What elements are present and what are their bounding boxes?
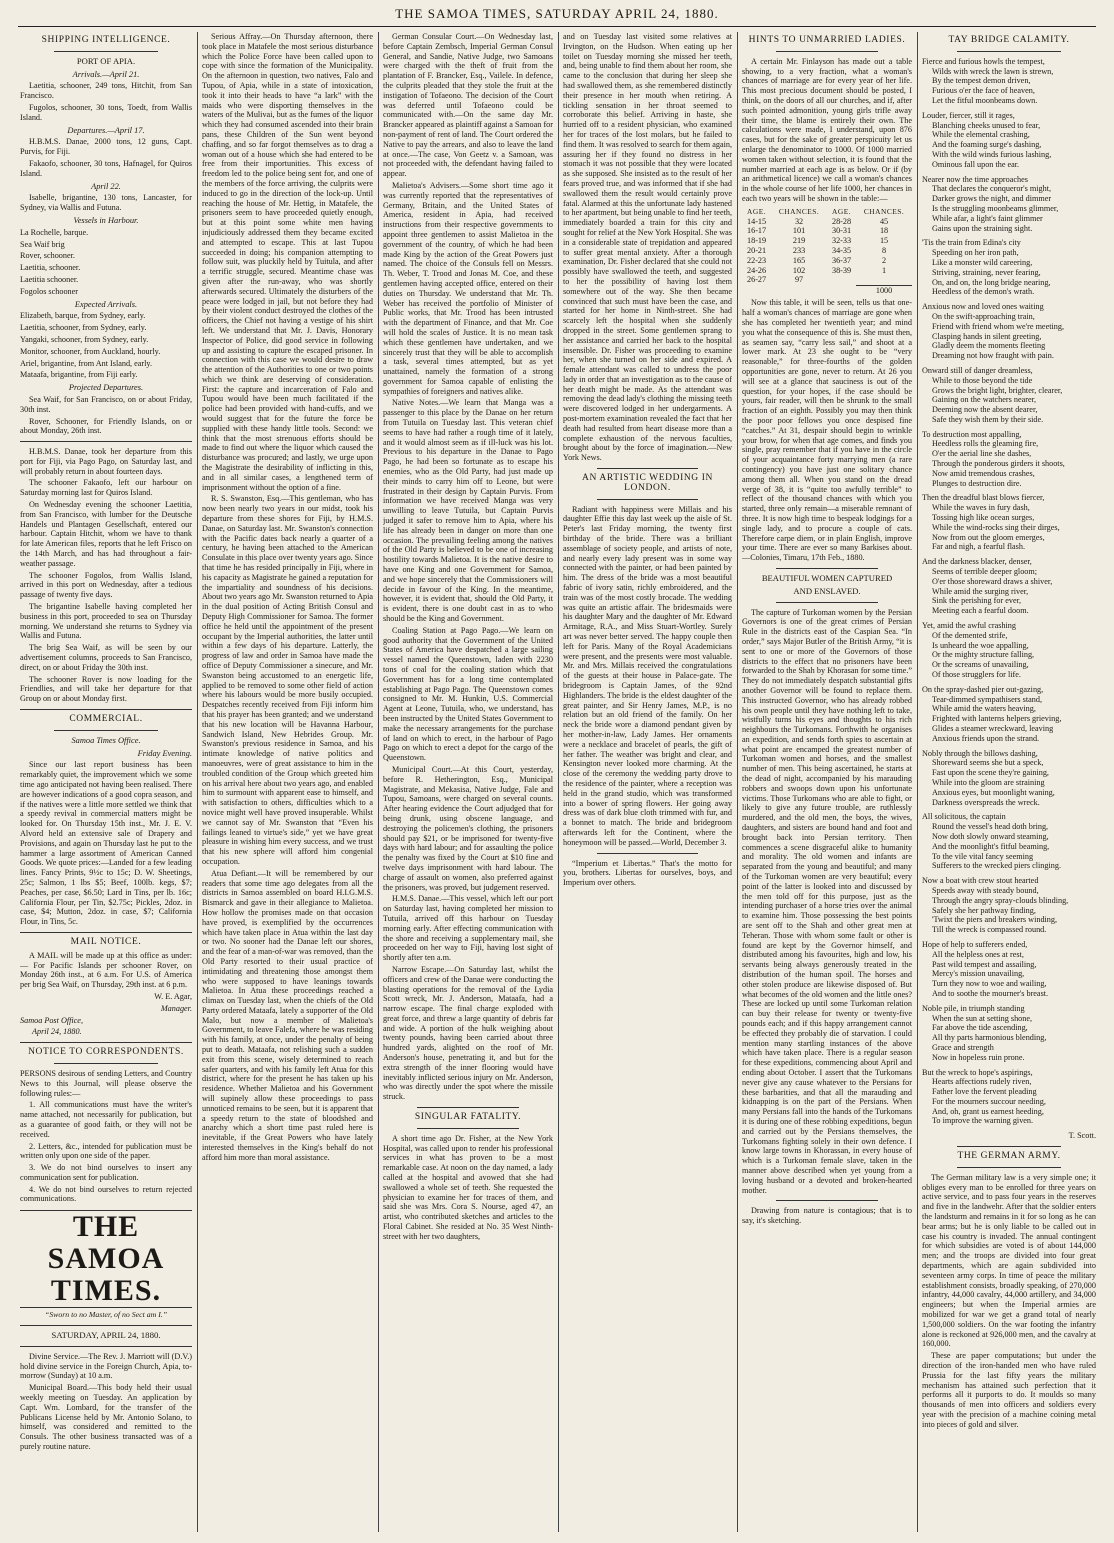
- poem-line: Now doth slowly onward steaming,: [932, 831, 1049, 841]
- table-cell: 1: [882, 265, 887, 275]
- poem-line: Of the demented strife,: [932, 630, 1008, 640]
- poem-line: Turn they now to woe and wailing,: [932, 979, 1047, 989]
- poem-line: But the wreck to hope's aspirings,: [922, 1067, 1033, 1077]
- wedding-para: Radiant with happiness were Millais and his daughter Effie this day last week up the aisle of St. Peter's last Friday morning, the twenty first birthday of the bride. There was a brilliant assemblage of society people, and artists of note, and nearly every lady present was in some way connected with the painter, or had been painted by him. The dress of the bride was a most beautiful fabric of ivory satin, richly embroidered, and the train was of the most costly brocade. The wedding was quite an artistic affair. The bridesmaids were his daughter Mary and the daughter of Mr. Edward Armitage, R.A., and Miss Stuart-Wortley. Surely art was never better served. The happy couple then left for Paris. Many of the Royal Academicians were present, and the presents were most valuable. Mr. and Mrs. Millais received the congratulations of the guests at their house in Palace-gate. The bridegroom is Captain James, of the 92nd Highlanders. The bride is the eldest daughter of the great painter, and Sir Henry James, M.P., is no relation but an old friend of the family. On her neck the bride wore a diamond pendant given by her mother-in-law, Lady James. Her ornaments were a necklace and bracelet of pearls, the gift of her father. The weather was bright and clear, and Kensington never looked more charming. At the close of the ceremony the wedding party drove to the residence of the painter, where a reception was held in the grand studio, which was transformed into a bower of spring flowers. Her going away dress was of dark blue cloth trimmed with fur, and a bonnet to match. The bride and bridegroom afterwards left for the Continent, where the honeymoon will be passed.—World, December 3.: [563, 504, 732, 847]
- poem-stanza: [922, 238, 1096, 297]
- poem-line: Striving, straining, never fearing,: [932, 267, 1041, 277]
- poem-line: Darker grows the night, and dimmer: [932, 194, 1052, 204]
- poem-line: Fast upon the scene they're gaining,: [932, 768, 1049, 778]
- drawing-para: Drawing from nature is contagious; that is to say, it's sketching.: [742, 1206, 912, 1226]
- vessel-item: Laetitia, schooner.: [20, 263, 81, 273]
- poem-line: While afar, a light's faint glimmer: [932, 213, 1043, 223]
- table-row: [742, 246, 912, 256]
- poem-line: Now amid tremendous crashes,: [932, 468, 1035, 478]
- poem-line: Anxious now and loved ones waiting: [922, 302, 1044, 312]
- poem-line: Is the struggling moonbeams glimmer,: [932, 203, 1059, 213]
- poem-line: On the swift-approaching train,: [932, 311, 1035, 321]
- table-cell: 14-15: [747, 216, 767, 226]
- poem-line: Glides a steamer wreckward, leaving: [932, 724, 1054, 733]
- poem-line: With the wild winds furious lashing,: [932, 149, 1052, 159]
- poem-line: Now a boat with crew stout hearted: [922, 876, 1039, 886]
- poem-line: While amid the waters heaving,: [932, 704, 1036, 714]
- projected-item: Sea Waif, for San Francisco, on or about Friday, 30th inst.: [20, 394, 192, 414]
- divider: [957, 1167, 1061, 1168]
- hints-title: HINTS TO UNMARRIED LADIES.: [748, 35, 906, 45]
- paper-title: THE SAMOA TIMES.: [20, 1210, 192, 1308]
- table-row: [742, 217, 912, 227]
- shipping-para: The schooner Fakaofo, left our harbour on Saturday morning last for Quiros Island.: [20, 478, 192, 498]
- poem-line: Speeding on her iron path,: [932, 248, 1019, 258]
- article-serious-affray: Serious Affray.—On Thursday afternoon, there took place in Matafele the most serious disturbance which the Police Force have been called upon to cope with since the formation of the Municipality. On the afternoon in question, two natives, Falo and Tupou, of Apia, while in a state of intoxication, took it into their heads to have “a lark” with the maids who were disporting themselves in the waters of the Mulivai, but as the fumes of the liquor which they had consumed ascended into their brain pans, these Children of the Sun went beyond chaffing, and so far forgot themselves as to drag a woman out of a house which she had entered to be free from their importunities. This excess of freedom led to the police being sent for, and one of the members of the force arriving, the culprits were induced to go in the direction of the lock-up. Until reaching the house of Mr. Hettig, in Matafele, the prisoners seem to have proceeded quietly enough, but at this point some white men having injudiciously addressed them they became excited and attempted to escape. This at last Tupou succeeded in doing; his companion attempting to follow suit, was pluckily held by Tuitula, and after a terrific struggle, secured. Meantime chase was given after the run-away, who was shortly afterwards secured. Ultimately the disturbers of the peace were lodged in jail, but not before they had by their violent conduct destroyed the clothes of the officers, the Chief not having a vestige of his shirt left. We understand that Mr. J. Davis, Honorary Inspector of Police, did good service in following up and assisting to capture the escaped prisoner. In connection with this case we would desire to draw the attention of the Authorities to one or two points which we think are deserving of consideration. First: the capture and incarceration of Falo and Tupou would have been much facilitated if the police had been provided with hand-cuffs, and we would suggest that for the future the force be supplied with these handy little tools. Second: we think that the most strenuous efforts should be made to find out where the liquor which caused the disturbance was procured; and lastly, we urge upon the Magistrate the desirability of inflicting in this, and in all similar cases, a lengthened term of imprisonment without the option of a fine.: [202, 32, 373, 492]
- poem-stanza: [922, 621, 1096, 680]
- table-header: AGE.: [747, 206, 767, 216]
- shipping-para: H.B.M.S. Danae, took her departure from this port for Fiji, via Pago Pago, on Saturday last, and will probably return in about fourteen days.: [20, 447, 192, 476]
- poem-line: All solicitous, the captain: [922, 812, 1006, 822]
- poem-stanza: [922, 685, 1096, 744]
- column-rule: [558, 32, 559, 1532]
- divider: [776, 568, 878, 569]
- poem-line: Gaining on the watchers nearer,: [932, 395, 1037, 405]
- column-rule: [737, 32, 738, 1532]
- divider: [776, 51, 878, 52]
- expected-item: Monitor, schooner, from Auckland, hourly.: [20, 346, 161, 356]
- divider: [957, 1146, 1061, 1147]
- table-cell: 101: [792, 226, 806, 236]
- tay-title: TAY BRIDGE CALAMITY.: [948, 35, 1070, 45]
- german-para: These are paper computations; but under the direction of the iron-handed men who have ruled Prussia for the last fifty years the military mechanism has attained such perfection that it performs all it purports to do. It moulds so many thousands of men into officers and soldiers every year with the precision of a machine coining metal into pieces of gold and silver.: [922, 1351, 1096, 1429]
- poem-line: Tear-dimmed sympathisers stand,: [932, 694, 1042, 704]
- poem-line: Round the vessel's head doth bring,: [932, 822, 1049, 832]
- vessel-item: La Rochelle, barque.: [20, 227, 89, 237]
- poem-line: Through the angry spray-clouds blinding,: [932, 895, 1069, 905]
- column-2: [202, 32, 373, 1532]
- shipping-para: The schooner Rover is now loading for the Friendlies, and will take her departure for that Group on or about Monday first.: [20, 674, 192, 704]
- poem-line: Nobly through the billows dashing,: [922, 748, 1038, 758]
- masthead-rule: [18, 26, 1096, 27]
- poem-stanza: [922, 749, 1096, 808]
- poem-line: Gains upon the straining sight.: [932, 223, 1033, 233]
- singular-continued: and on Tuesday last visited some relatives at Irvington, on the Hudson. When eating up her toilet on Tuesday morning she missed her teeth, and, being unable to find them about her room, she came to the conclusion that during her sleep she had swallowed them, as she remembered distinctly their presence in her mouth when retiring. A tickling sensation in her throat seemed to corroborate this belief. Arriving in haste, she hurried off to a resident physician, who examined her for traces of the lost molars, but he failed to find them. It was resolved to search for them again, assuring her if they found no distress in her stomach it was not possible that they were located as she supposed. She insisted as to the result of her fears proved true, and was informed that if she had swallowed them the result would certainly prove fatal. Alarmed at this the unfortunate lady hastened to her apartment, but being unable to find her teeth, immediately boarded a train for this city and sought for relief at the New York Hospital. She was in a considerable state of trepidation and appeared to suffer great mental anxiety. After a thorough examination, Dr. Fisher declared that she could not possibly have swallowed the teeth, and suggested to her the possibility of having lost them somewhere out of the way. She then became convinced that such must have been the case, and started for her home in Ninth-street. She had scarcely left the hospital when she suddenly dropped in the street. Some gentlemen sprang to her assistance and carried her back to the hospital insensible. Dr. Fisher was proceeding to examine her, when she turned on her side and expired. A female attendant was called to undress the poor lady in order that an investigation as to the cause of her death might be made. As the attendant was removing the dead lady's clothing the missing teeth were discovered lodged in her undergarments. A post-mortem examination revealed the fact that her death had resulted from heart disease more than a complete exhaustion of the nervous faculties, brought about by the force of imagination.—New York News.: [563, 32, 732, 463]
- poem-line: And, oh, grant us earnest heeding,: [932, 1106, 1044, 1116]
- column-5: [742, 32, 912, 1532]
- table-cell: 30-31: [831, 226, 852, 236]
- shipping-para: The schooner Fogolos, from Wallis Island, arrived in this port on Wednesday, after a tedious passage of twenty five days.: [20, 570, 192, 600]
- poem-stanza: [922, 57, 1096, 106]
- article-swanston: R. S. Swanston, Esq.—This gentleman, who has now been nearly two years in our midst, took his departure from these shores for Fiji, by H.M.S. Danae, on Saturday last. Mr. Swanston's connection with the Pacific dates back nearly a quarter of a century, he having been attached to the American Consulate in this place over twenty years ago. Since that time he has resided principally in Fiji, where in his capacity as Magistrate he gained a reputation for the impartiality and soundness of his decisions. About two years ago Mr. Swanston returned to Apia in the dual position of Acting British Consul and Deputy High Commissioner for Samoa. The former office he held until the appointment of the present occupant by the Imperial authorities, the latter until within a few days of his departure. Latterly, the progress of law and order in Samoa have made the office of Deputy Commissioner a sinecure, and Mr. Swanston being accustomed to an energetic life, applied to be removed to some other field of action where his labours would be more busily occupied. Despatches recently received from Fiji inform him that his prayer has been granted; and we understand that his new location will be Havanna Harbour, Sandwich Island, New Hebrides Group. Mr. Swanston's previous residence in Samoa, and his intimate knowledge of native politics and manoeuvres, were of great assistance to him in the troubled condition of the Group which greeted him on his arrival here about two years ago, and enabled him to surmount with apparent ease to himself, and with satisfaction to others, difficulties which to a novice might well have proved insuperable. Whilst we cannot say of Mr. Swanston that “Even his failings leaned to virtue's side,” yet we have great pleasure in wishing him every success, and we trust that his new sphere will afford him congenial occupation.: [202, 494, 373, 866]
- poem-line: Past wild tempest and assailing,: [932, 959, 1037, 969]
- beautiful-title: AND ENSLAVED.: [793, 585, 861, 596]
- vessel-item: Laetitia schooner.: [20, 274, 79, 284]
- commercial-para: Since our last report business has been remarkably quiet, the improvement which we some time ago anticipated not having been realised. There are however indications of a good copra season, and if the natives were a little more settled we think that a speedy revival in commercial matters might be looked for. On Thursday 15th inst., Mr. J. E. V. Alvord held an extensive sale of Drapery and Provisions, and again on Thursday last he put to the hammer a large assortment of American Canned Goods. We quote prices:—Landed for a few leading lines. Fancy Prints, 9½c to 15c; D. W. Sheetings, 25c; Salmon, 1 lbs $5; Beef, 100lb. kegs, $7; Peaches, per case, $6.50; Lard in Tins, per lb. 16c; California Flour, per Tin, $2.75c; Pickles, 2doz. in case, $4; Mutton, 2doz. in case, $7; California Flour, in Tins, 5c.: [20, 760, 192, 927]
- poem-line: Now in hopeless ruin prone.: [932, 1052, 1025, 1062]
- poem-line: Far above the tide ascending,: [932, 1023, 1028, 1033]
- table-total: 1000: [856, 285, 912, 295]
- poem-line: When the sun at setting shone,: [932, 1013, 1033, 1023]
- expected-item: Elizabeth, barque, from Sydney, early.: [20, 311, 146, 321]
- poem-line: Deeming now the absent dearer,: [932, 405, 1038, 415]
- table-row: [742, 256, 912, 266]
- poem-line: And to soothe the mourner's breast.: [932, 988, 1049, 998]
- divider: [776, 602, 878, 603]
- divider: [957, 51, 1061, 52]
- column-rule: [197, 32, 198, 1532]
- table-cell: [771, 285, 827, 295]
- expected-item: Mataafa, brigantine, from Fiji early.: [20, 370, 138, 380]
- departure-item: H.B.M.S. Danae, 2000 tons, 12 guns, Capt. Purvis, for Fiji.: [20, 137, 192, 157]
- poem-line: Far and nigh, a fearful flash.: [932, 542, 1025, 552]
- table-cell: 18-19: [747, 236, 767, 246]
- column-1: [20, 32, 192, 1532]
- table-cell: 219: [792, 236, 806, 246]
- vessel-item: Sea Waif brig: [20, 239, 65, 249]
- german-para: The German military law is a very simple one; it obliges every man to be enrolled for three years on active service, and to pass four years in the reserves and five in the landwehr. After that the soldier enters the landsturm and remains in it for so long as he can bear arms; but he is only liable to be called out in case his country is invaded. The annual contingent for which subsidies are voted is of about 144,000 men; and the troops are divided into four great departments, which are again subdivided into seventeen army corps. In time of peace the military establishment consists, broadly speaking, of 270,000 infantry, 44,000 cavalry, 44,000 artillery, and 34,000 engineers; but when the Imperial armies are mobilized for war we get a grand total of nearly 1,500,000 soldiers. On the war footing the infantry alone is reckoned at 926,000 men, and the cavalry at 160,000.: [922, 1172, 1096, 1349]
- poem-line: Tossing high like ocean surges,: [932, 513, 1035, 523]
- poem-line: Then the dreadful blast blows fiercer,: [922, 493, 1045, 503]
- poem-line: Plunges to destruction dire.: [932, 478, 1022, 488]
- departures-date: April 22.: [91, 181, 121, 191]
- article-danae: H.M.S. Danae.—This vessel, which left our port on Saturday last, having completed her mission to Tutuila, arrived off this harbour on Tuesday morning early. After effecting communication with the shore and receiving a supplementary mail, she proceeded on her way to Fiji, having lost sight of shortly after ten a.m.: [383, 894, 553, 963]
- poem-stanza: [922, 175, 1096, 234]
- poem-stanza: [922, 1004, 1096, 1063]
- marriage-table: [742, 207, 912, 296]
- poem-line: And the darkness blacker, denser,: [922, 557, 1032, 567]
- shipping-para: The brigantine Isabelle having completed her business in this port, proceeded to sea on Thursday morning. We understand she returns to Sydney via Wallis and Futuna.: [20, 602, 192, 641]
- poem-line: While amid the surging river,: [932, 586, 1029, 596]
- poem-line: Fierce and furious howls the tempest,: [922, 56, 1045, 66]
- departure-item: Isabelle, brigantine, 130 tons, Lancaster, for Sydney, via Wallis and Futuna.: [20, 193, 192, 213]
- poem-stanza: [922, 302, 1096, 361]
- paper-motto: “Sworn to no Master, of no Sect am I.”: [44, 1310, 168, 1320]
- mail-title: MAIL NOTICE.: [70, 936, 142, 947]
- poem-line: Grows the bright light, brighter, clearer,: [932, 385, 1063, 395]
- poem-line: Till the wreck is compassed round.: [932, 925, 1047, 935]
- poem-line: Blanching cheeks unused to fear,: [932, 120, 1041, 130]
- projected-item: Rover, Schooner, for Friendly Islands, on or about Monday, 26th inst.: [20, 416, 192, 436]
- poem-line: Mercy's mission unavailing,: [932, 969, 1025, 979]
- table-cell: 26-27: [747, 275, 767, 285]
- table-cell: 102: [792, 265, 806, 275]
- divider: [20, 709, 192, 710]
- poem-line: For the mourners succour needing,: [932, 1096, 1046, 1106]
- departure-item: Fakaofo, schooner, 30 tons, Hafnagel, for Quiros Island.: [20, 158, 192, 178]
- article-consular-court: German Consular Court.—On Wednesday last, before Captain Zembsch, Imperial German Consul General, and Sandie, Native Judge, two Samoans were charged with the theft of fruit from the plantation of F. Brancker, Esq., Vailele. In defence, the culprits pleaded that they stole the fruit at the instigation of Tofaeono. The decision of the Court was deferred until Tofaeono could be communicated with.—On the same day Mr. Brancker appeared as plaintiff against a Samoan for non-payment of rent of land. The Court ordered the Native to pay the arrears, and also to leave the land at once.—The case, Von Geetz v. a Samoan, was not proceeded with, the defendant having failed to appear.: [383, 32, 553, 179]
- poem-line: Dreaming not how fraught with pain.: [932, 351, 1054, 361]
- poem-line: While the waves in fury dash,: [932, 503, 1030, 513]
- libertas-para: “Imperium et Libertas.” That's the motto for you, brothers. Libertas for ourselves, boys, and Imperium over others.: [563, 858, 732, 888]
- poem-line: Louder, fiercer, still it rages,: [922, 110, 1015, 120]
- municipal-board: Municipal Board.—This body held their usual weekly meeting on Tuesday. An application by Capt. Wm. Lombard, for the transfer of the Publicans License held by Mr. Antonio Solano, to himself, was considered and remitted to the Consuls. The other business transacted was of a purely routine nature.: [20, 1383, 192, 1452]
- poem-stanza: [922, 940, 1096, 999]
- article-municipal-court: Municipal Court.—At this Court, yesterday, before R. Hetherington, Esq., Municipal Magistrate, and Mekasisa, Native Judge, Fale and Tupou, Samoans, were charged on several counts. After hearing evidence the Court adjudged that for being drunk, using obscene language, and destroying the policemen's clothing, the prisoners should pay $21, or be imprisoned for twenty-five days with hard labour; and for assaulting the police the penalty was fixed by the Court at $10 fine and twelve days imprisonment with hard labour. The charge of assault on women, also preferred against the prisoners, was proved, but judgement reserved.: [383, 764, 553, 892]
- commercial-office: Samoa Times Office.: [71, 735, 141, 745]
- table-cell: 15: [879, 236, 889, 246]
- mail-sig-title: Manager.: [160, 1003, 192, 1013]
- expected-item: Laetitia, schooner, from Sydney, early.: [20, 323, 147, 333]
- poem-line: Or the mighty structure falling,: [932, 650, 1035, 660]
- table-cell: 20-21: [747, 245, 767, 255]
- table-cell: 165: [792, 255, 806, 265]
- table-row: [742, 236, 912, 246]
- divider: [20, 1042, 192, 1043]
- poem-line: Now from out the gloom emerges,: [932, 532, 1045, 542]
- poem: [922, 57, 1096, 1126]
- beautiful-para: The capture of Turkoman women by the Persian Governors is one of the great crimes of Persian Rule in the districts east of the Caspian Sea. “In order,” says Major Butler of the British Army, “it is sent to one or more of the Governors of those districts to the effect that no prisoners have been forwarded to the Shah by Khorasan for some time.” They do not immediately despatch substantial gifts another Governor will be found to replace them. This instructed Governor, who has already robbed his own people until they have nothing left to take, wistfully turns his eyes and thoughts to his rich neighbours the Turkomans. Forthwith he organises an expedition, and sends forth spies to ascertain at what point are encamped the greatest number of Turkoman women and horses, and the smallest number of men. This being ascertained, he starts at the dead of night, accompanied by his marauding robbers and swoops down upon his unfortunate victims. Those Turkomans who are able to fight, or likely to give any future trouble, are ruthlessly murdered, and the old men, the boys, the wives, daughters, and sisters are bound hand and foot and brought back into Persian territory. Then commences a scene disgraceful alike to humanity and morality. The old women and infants are separated from the young and beautiful; and many of the Turkoman women are very beautiful; every point of the latter is looked into and discussed by the men told off for this purpose, just as the intending purchaser of a horse tries over the animal to examine him. Those possessing the best points are sent off to the Shah and other great men at Teheran. Those with whom some fault or other is found are kept by the Governor himself, and distributed among his favourites, high and low, his servants being always generously treated in the distribution of the human spoil. The horses and other stolen produce are likewise disposed of. But what becomes of the old women and the little ones? These are locked up until some Turkoman relation can buy their release for twenty or twenty-five pounds each; and if this happy arrangement cannot be effected they probably die of starvation. I could mention many startling instances of the above which have taken place. There is a regular season for these expeditions, commencing about April and ending about October. I assert that the Turkomans never give any cause whatever to the Persians for these barbarities, and that all the marauding and kidnapping is on the part of the Persians. When many Persians fall into the hands of the Turkomans it is during one of these robbing expeditions, begun and carried out by the Persians themselves, the Turkomans fighting solely in their own defence. I know large towns in Khorassan, in every house of which is a Turkoman female slave, taken in the manner above described when yet young from a loving husband or a devoted and broken-hearted mother.: [742, 607, 912, 1195]
- divider: [54, 730, 157, 731]
- poem-line: Anxious eyes, but moonlight waning,: [932, 787, 1055, 797]
- table-cell: 8: [882, 245, 887, 255]
- poem-line: Grace and strength: [932, 1042, 994, 1052]
- german-title: THE GERMAN ARMY.: [957, 1151, 1061, 1162]
- poem-stanza: [922, 493, 1096, 552]
- poem-stanza: [922, 557, 1096, 616]
- poem-line: Heedless rolls the gleaming fire,: [932, 439, 1039, 449]
- notice-rule: 2. Letters, &c., intended for publication must be written only upon one side of the paper.: [20, 1141, 192, 1161]
- poem-line: To destruction most appalling,: [922, 429, 1022, 439]
- divider: [20, 1346, 192, 1347]
- table-cell: 28-28: [831, 216, 852, 226]
- poem-line: 'Twixt the piers and breakers winding,: [932, 915, 1058, 925]
- divider: [597, 853, 698, 854]
- mail-office: Samoa Post Office,: [20, 1015, 83, 1025]
- wedding-title: AN ARTISTIC WEDDING IN LONDON.: [582, 473, 713, 493]
- divider: [20, 932, 192, 933]
- poem-line: And the foaming surge's dashing,: [932, 140, 1042, 150]
- table-header-row: [742, 207, 912, 217]
- poem-stanza: [922, 1068, 1096, 1127]
- arrival-item: Laetitia, schooner, 249 tons, Hitchit, from San Francisco.: [20, 81, 192, 101]
- hints-para: Now this table, it will be seen, tells us that one-half a woman's chances of marriage are gone when she has completed her twentieth year; and mind you what the consequence of this is. She must then, as seamen say, “carry less sail,” and shoot at a lower mark. At 23 she ought to be “very reasonable,” for three-fourths of the golden opportunities are gone, never to return. At 26 you will see at a glance that sauciness is out of the question, for your hopes, if the case should be yours, fair reader, will then be shrunk to the small fraction of an eighth. Possibly you may then think the poor poor fellows you once despised fine “catches.” At 31, despair should begin to wrinkle your brow, for when that age comes, and finds you single, pray remember that if you have in the circle of your acquaintance forty marrying men (a rare contingency) you have just one solitary chance among them all. When you stand on the dread verge of 38, it is “quite too awfully terrible” to reflect of the thousand chances with which you started, three only remain—a miserable remnant of three. It is now high time to bespeak lodgings for a single lady, and to procure a couple of cats. Therefore carpe diem, or in plain English, improve your time. There are ever so many Barkises about.—Colonies, Timaru, 17th Feb., 1880.: [742, 298, 912, 563]
- poem-line: O'er those shoreward draws a shiver,: [932, 576, 1053, 586]
- table-cell: [827, 275, 856, 285]
- poem-line: Like a monster wild careering,: [932, 257, 1033, 267]
- column-3: [383, 32, 553, 1532]
- poem-line: While the wind-rocks sing their dirges,: [932, 522, 1060, 532]
- poem-line: All the helpless ones at rest,: [932, 949, 1024, 959]
- poem-line: To the vile vital fancy seeming: [932, 851, 1034, 861]
- notice-rule: 4. We do not bind ourselves to return rejected communications.: [20, 1184, 192, 1204]
- divine-service: Divine Service.—The Rev. J. Marriott will (D.V.) hold divine service in the Foreign Church, Apia, to-morrow (Sunday) at 10 a.m.: [20, 1351, 192, 1381]
- table-cell: 97: [794, 275, 804, 285]
- poem-line: Ominous fall upon the ear.: [932, 159, 1020, 169]
- column-rule: [378, 32, 379, 1532]
- poem-line: Seems of terrible deeper gloom;: [932, 567, 1038, 577]
- notice-title: NOTICE TO CORRESPONDENTS.: [28, 1047, 184, 1058]
- mail-date: April 24, 1880.: [32, 1027, 82, 1037]
- divider: [417, 1107, 519, 1108]
- table-cell: 45: [879, 216, 889, 226]
- article-native-notes: Native Notes.—We learn that Manga was a passenger to this place by the Danae on her return from Tutuila on Tuesday last. This veteran chief seems to have had rather a rough time of it lately, and it would almost seem as if ill-luck was his lot. Previous to his departure in the Danae to Pago Pago, he had been so fortunate as to escape his enemies, who as the Old Party, had just made up their minds to carry him off to Leone, but were frustrated in their design by Captain Purvis. From information we have received Manga was very unwilling to leave Tutuila, but Captain Purvis judged it safer to remove him to Apia, where his life has already been in danger on more than one occasion. The prevailing feeling among the natives of the Old Party is believed to be one of increasing hostility towards Malietoa. It is the native desire to have one King and one Government for Samoa, and we hope sincerely that the Commissioners will decide in favour of the King. In the meantime, however, it is evident that, should the Old Party, it is evident, there is one doubt cast in as to who should be the King and Government.: [383, 398, 553, 624]
- article-atua-defiant: Atua Defiant.—It will be remembered by our readers that some time ago delegates from all the districts in Samoa assembled on board H.I.G.M.S. Bismarck and gave in their allegiance to Malietoa. How hollow the promises made on that occasion have proved, is exemplified by the occurrences which have taken place in Atua within the last day or two. No sooner had the Danae left our shores, and the fear of a man-of-war was removed, than the Old Party resorted to their usual practice of intimidating and threatening those amongst them who were supposed to have leanings towards Malietoa. In Atua these proceedings reached a climax on Tuesday last, when the chiefs of the Old Party ordered Mataafa, lately a supporter of the Old Malo, but now a member of Malietoa's Government, to leave Falefa, where he was residing with his family, at once, under the penalty of being put to death. Mataafa, not relishing such a sudden exit from this scene, wisely determined to reach safer quarters, and with his family left Atua for this district, where for the present he has taken up his residence. Whether Malietoa and his Government will supinely allow these proceedings to pass unnoticed remains to be seen, but it is apparent that a speedy return to the state of bloodshed and anarchy which a short time past ruled here is inevitable, if the Great Powers who have lately interested themselves in the King's behalf do not afford him more than moral assistance.: [202, 868, 373, 1162]
- table-cell: 233: [792, 245, 806, 255]
- notice-rule: 1. All communications must have the writer's name attached, not necessarily for publication, but as a guarantee of good faith, or they will not be received.: [20, 1100, 192, 1139]
- table-header: CHANCES.: [863, 206, 905, 216]
- poem-line: Is unheard the woe appalling,: [932, 640, 1029, 650]
- poem-line: Speeds away with steady bound,: [932, 885, 1039, 895]
- poem-line: While the elemental crashing,: [932, 130, 1030, 140]
- poem-line: Let the fitful moonbeams down.: [932, 95, 1038, 105]
- divider: [597, 468, 698, 469]
- poem-signature: T. Scott.: [1068, 1131, 1096, 1141]
- table-header: AGE.: [832, 206, 852, 216]
- poem-line: Nearer now the time approaches: [922, 174, 1028, 184]
- poem-line: While into the gloom are straining: [932, 777, 1045, 787]
- port-title: PORT OF APIA.: [76, 55, 136, 66]
- poem-line: On the spray-dashed pier out-gazing,: [922, 684, 1044, 694]
- table-total-row: [742, 285, 912, 295]
- article-coaling-station: Coaling Station at Pago Pago.—We learn on good authority that the Government of the United States of America have despatched a large sailing vessel named the Queenstown, laden with 2230 tons of coal for the coaling station which that Government has for a long time contemplated establishing at Pago Pago. The Queenstown comes consigned to Mr. M. Hunkin, U.S. Commercial Agent at Leone, Tutuila, who, we understand, has been instructed by the United States Government to make the necessary arrangements for the purchase of land on which to erect, in the harbour of Pago Pago on which to erect a depot for the cargo of the Queenstown.: [383, 625, 553, 763]
- column-rule: [917, 32, 918, 1532]
- table-cell: 22-23: [747, 255, 767, 265]
- table-row: [742, 275, 912, 285]
- table-cell: 36-37: [831, 255, 852, 265]
- poem-line: While to those beyond the tide: [932, 375, 1033, 385]
- table-cell: 34-35: [831, 245, 852, 255]
- poem-line: O'er the aerial line she dashes,: [932, 449, 1032, 459]
- poem-line: Onward still of danger dreamless,: [922, 365, 1033, 375]
- singular-title: SINGULAR FATALITY.: [414, 1112, 522, 1123]
- shipping-para: On Wednesday evening the schooner Laetitia, from San Francisco, with lumber for the Deutsche Handels und Plantagen Gesellschaft, entered our harbour. Captain Hitchit, whom we have to thank for late American files, reports that he left Frisco on the 14th March, and has had throughout a fair-weather passage.: [20, 500, 192, 568]
- commercial-title: COMMERCIAL.: [69, 714, 143, 725]
- poem-line: Hope of help to sufferers ended,: [922, 939, 1028, 949]
- arrival-item: Fugolos, schooner, 30 tons, Toedt, from Wallis Island.: [20, 102, 192, 122]
- poem-line: Noble pile, in triumph standing: [922, 1003, 1025, 1013]
- poem-stanza: [922, 366, 1096, 425]
- poem-line: Hearts affections rudely riven,: [932, 1077, 1032, 1087]
- shipping-title: SHIPPING INTELLIGENCE.: [41, 35, 171, 45]
- projected-title: Projected Departures.: [68, 383, 144, 393]
- poem-line: All thy parts harmonious blending,: [932, 1033, 1047, 1043]
- poem-line: Sufferers to the wrecked piers clinging.: [932, 861, 1061, 871]
- table-cell: 24-26: [747, 265, 767, 275]
- poem-line: Meeting each a fearful doom.: [932, 606, 1029, 616]
- poem-line: Of those strugglers for life.: [932, 670, 1021, 680]
- table-cell: 18: [879, 226, 889, 236]
- divider: [20, 1325, 192, 1326]
- notice-intro: PERSONS desirous of sending Letters, and Country News to this Journal, will please observe the following rules:—: [20, 1068, 192, 1098]
- mail-para: A MAIL will be made up at this office as under:— For Pacific Islands per schooner Rover, on Monday 26th inst., at 6 a.m. For U.S. of America per brig Sea Waif, on Thursday, 29th inst. at 6 p.m.: [20, 950, 192, 990]
- departures-title: Departures.—April 17.: [67, 125, 145, 135]
- commercial-day: Friday Evening.: [137, 748, 192, 758]
- vessel-item: Fogolos schooner: [20, 286, 78, 296]
- singular-para: A short time ago Dr. Fisher, at the New York Hospital, was called upon to render his professional services in what has proven to be a most remarkable case. At noon on the day named, a lady called at the hospital and avowed that she had swallowed a whole set of teeth. She requested the physician to examine her for traces of them, and said she was Mrs. Cora S. Nourse, aged 47, an artist, who contributed sketches and articles to the Floral Cabinet. She resided at No. 35 West Ninth-street with her two daughters,: [383, 1133, 553, 1241]
- column-6: [922, 32, 1096, 1532]
- table-row: [742, 266, 912, 276]
- poem-line: Yet, amid the awful crashing: [922, 621, 1016, 631]
- hints-para: A certain Mr. Finlayson has made out a table showing, to a very fraction, what a woman's chances of marriage are for every year of her life. This most precious document should be posted, I think, on the doors of all our churches, and if, after such pointed admonition, young girls trifle away their time, the blame is entirely their own. The calculations were made, I understand, upon 876 cases, but for the sake of greater perspicuity let us enlarge the denominator to 1000. Of 1000 married women taken without selection, it is found that the number married at each age is as below. Or if (by an arithmetical licence) we call a woman's chances in the whole course of her life 1000, her chances in each two years will be shown in the table:—: [742, 56, 912, 203]
- divider: [417, 1128, 519, 1129]
- poem-line: To improve the warning given.: [932, 1116, 1034, 1126]
- table-cell: 32: [794, 216, 804, 226]
- poem-line: Friend with friend whom we're meeting,: [932, 321, 1064, 331]
- poem-stanza: [922, 876, 1096, 935]
- table-cell: 2: [882, 255, 887, 265]
- table-cell: [827, 285, 856, 295]
- poem-stanza: [922, 812, 1096, 871]
- table-row: [742, 226, 912, 236]
- poem-line: Shoreward seems she but a speck,: [932, 758, 1044, 768]
- table-cell: 38-39: [831, 265, 852, 275]
- masthead: THE SAMOA TIMES, SATURDAY APRIL 24, 1880.: [395, 6, 719, 21]
- table-cell: [856, 275, 912, 285]
- poem-line: And the moonlight's fitful beaming,: [932, 841, 1050, 851]
- table-cell: 32-33: [831, 236, 852, 246]
- poem-line: Wilds with wreck the lawn is strewn,: [932, 66, 1054, 76]
- divider: [54, 1063, 157, 1064]
- poem-line: Heedless of the demon's wrath.: [932, 287, 1035, 297]
- poem-line: That declares the conqueror's might,: [932, 184, 1052, 194]
- poem-line: On, and on, the long bridge nearing,: [932, 277, 1051, 287]
- table-cell: 16-17: [747, 226, 767, 236]
- poem-line: Gladly deem the moments fleeting: [932, 341, 1046, 351]
- column-4: [563, 32, 732, 1532]
- arrivals-title: Arrivals.—April 21.: [72, 69, 140, 79]
- article-malietoa-advisers: Malietoa's Advisers.—Some short time ago it was currently reported that the representatives of Germany, Britain, and the United States of America, resident in Apia, had received instructions from their respective governments to appoint three gentlemen to assist Malietoa in the government of the country, of which he had been made King by the action of the Great Powers just named. The choice of the Consuls fell on Messrs. Th. Weber, T. Trood and Jonas M. Coe, and these gentlemen having accepted office, entered on their duties on Thursday. We understand that Mr. Th. Weber has received the portfolio of Minister of Public works, that Mr. Trood has been intrusted with the department of Finance, and that Mr. Coe will hold the scales of Justice. It is no mean task which these gentlemen have undertaken, and we sincerely trust that they will be able to accomplish a task, several times attempted, but as yet unattained, namely the formation of a strong government for Samoa capable of enlisting the sympathies of foreigners and natives alike.: [383, 180, 553, 396]
- poem-stanza: [922, 111, 1096, 170]
- article-narrow-escape: Narrow Escape.—On Saturday last, whilst the officers and crew of the Danae were conducting the blasting operations for the removal of the Lydia Scott wreck, Mr. J. Anderson, Mataafa, had a narrow escape. The final charge exploded with great force, and threw a large quantity of debris far and wide. A portion of the hulk weighing about twenty pounds, having been carried about three hundred yards, alighted on the roof of Mr. Anderson's house, penetrating it, and but for the extra strength of the inner flooring would have inevitably inflicted serious injury on Mr. Anderson, who was directly under the spot where the missile struck.: [383, 964, 553, 1102]
- poem-line: Father love the fervent pleading: [932, 1087, 1037, 1097]
- expected-title: Expected Arrivals.: [74, 299, 138, 309]
- vessel-item: Rover, schooner.: [20, 251, 75, 261]
- poem-line: Frighted with lanterns helpers grieving,: [932, 714, 1062, 724]
- table-header: CHANCES.: [778, 206, 820, 216]
- poem-line: Sink the perishing for ever,: [932, 596, 1022, 606]
- divider: [54, 51, 157, 52]
- expected-item: Ariel, brigantine, from Ant Island, early.: [20, 358, 153, 368]
- shipping-para: The brig Sea Waif, as will be seen by our advertisement columns, proceeds to San Francisco, direct, on or about Friday the 30th inst.: [20, 643, 192, 672]
- poem-line: Anxious friends upon the strand.: [932, 733, 1040, 743]
- poem-line: Darkness overspreads the wreck.: [932, 797, 1040, 807]
- poem-line: By the tempest demon driven,: [932, 76, 1031, 86]
- divider: [20, 441, 192, 442]
- poem-line: Safely she her pathway finding,: [932, 905, 1036, 915]
- poem-stanza: [922, 430, 1096, 489]
- poem-line: 'Tis the train from Edina's city: [922, 238, 1021, 248]
- paper-date: SATURDAY, APRIL 24, 1880.: [51, 1330, 161, 1341]
- poem-line: Through the ponderous girders it shoots,: [932, 459, 1065, 469]
- expected-item: Yangaki, schooner, from Sydney, early.: [20, 334, 149, 344]
- table-cell: [742, 285, 771, 295]
- poem-line: Safe they wish them by their side.: [932, 414, 1044, 424]
- beautiful-title: BEAUTIFUL WOMEN CAPTURED: [761, 572, 893, 583]
- divider: [776, 1200, 878, 1201]
- poem-line: Furious o'er the face of heaven,: [932, 86, 1035, 96]
- divider: [597, 499, 698, 500]
- poem-line: Or the screams of unavailing,: [932, 660, 1029, 670]
- notice-rule: 3. We do not bind ourselves to insert any communication sent for publication.: [20, 1163, 192, 1182]
- poem-line: Clasping hands in silent greeting,: [932, 331, 1042, 341]
- mail-sig-name: W. E. Agar,: [154, 991, 192, 1001]
- vessels-title: Vessels in Harbour.: [73, 215, 139, 225]
